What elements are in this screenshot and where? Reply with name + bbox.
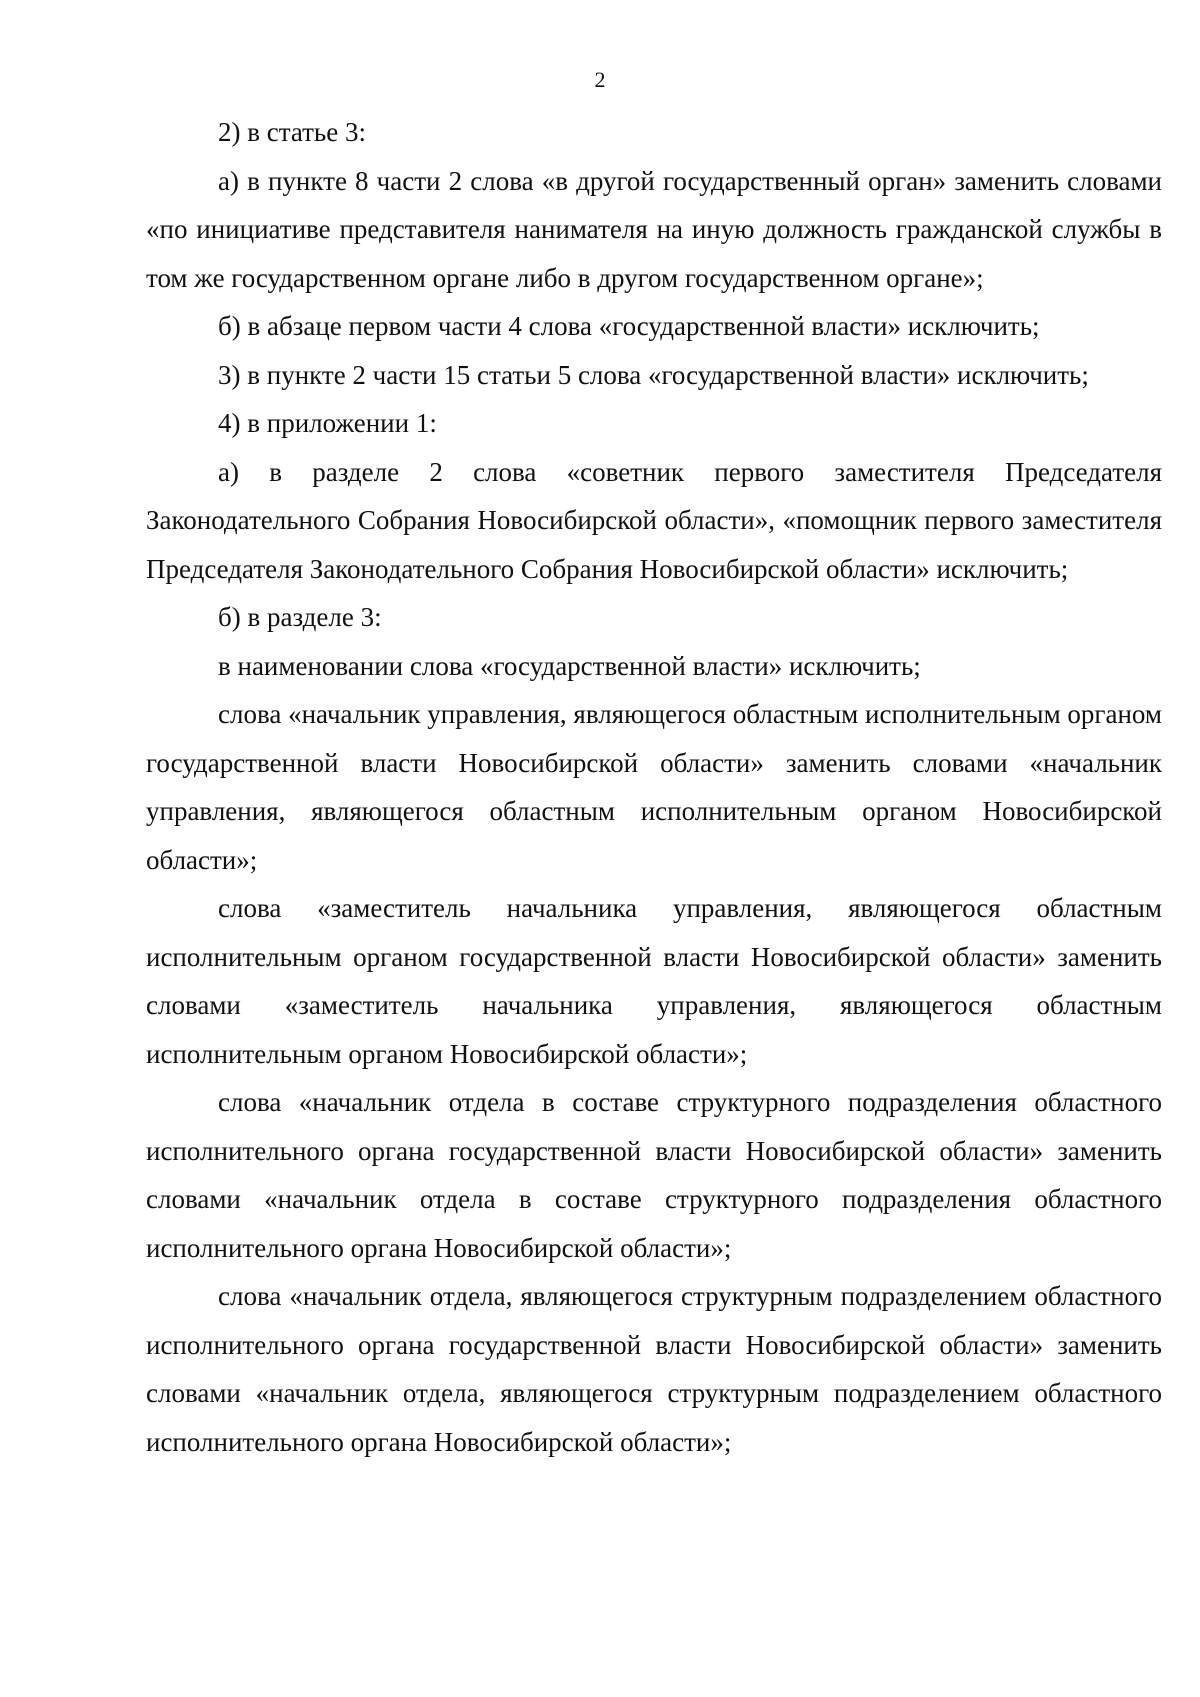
paragraph-replace-head-of-division-in-structure: слова «начальник отдела в составе структурного подразделения областного исполнительного органа государственной власти Новосибирской области» заменить словами «начальник отдела в составе структурного подразделения областного исполнительного органа Новосибирской области»; — [146, 1087, 1162, 1263]
paragraph-replace-head-of-structural-division: слова «начальник отдела, являющегося структурным подразделением областного исполнительного органа государственной власти Новосибирской области» заменить словами «начальник отдела, являющегося структурным подразделением областного исполнительного органа Новосибирской области»; — [146, 1281, 1162, 1457]
paragraph-replace-head-of-department: слова «начальник управления, являющегося областным исполнительным органом государственной власти Новосибирской области» заменить словами «начальник управления, являющегося областным исполнительным органом Новосибирской области»; — [146, 699, 1162, 875]
paragraph-item-4: 4) в приложении 1: — [218, 408, 437, 438]
paragraph-subitem-2b: б) в абзаце первом части 4 слова «государственной власти» исключить; — [218, 311, 1040, 341]
paragraph-replace-deputy-head: слова «заместитель начальника управления, являющегося областным исполнительным органом государственной власти Новосибирской области» заменить словами «заместитель начальника управления, являющегося областным исполнительным органом Новосибирской области»; — [146, 893, 1162, 1069]
page-number: 2 — [594, 67, 606, 92]
paragraph-item-3: 3) в пункте 2 части 15 статьи 5 слова «государственной власти» исключить; — [218, 359, 1089, 390]
paragraph-subitem-4a: а) в разделе 2 слова «советник первого заместителя Председателя Законодательного Собрания Новосибирской области», «помощник первого заместителя Председателя Законодательного Собрания Новосибирской области» исключить; — [146, 456, 1162, 584]
paragraph-subitem-4b: б) в разделе 3: — [218, 602, 382, 632]
paragraph-subitem-2a: а) в пункте 8 части 2 слова «в другой государственный орган» заменить словами «по инициативе представителя нанимателя на иную должность гражданской службы в том же государственном органе либо в другом государственном органе»; — [146, 165, 1162, 293]
paragraph-item-2: 2) в статье 3: — [218, 117, 366, 147]
document-body — [146, 108, 1162, 1466]
paragraph-section-title-change: в наименовании слова «государственной власти» исключить; — [218, 650, 921, 681]
